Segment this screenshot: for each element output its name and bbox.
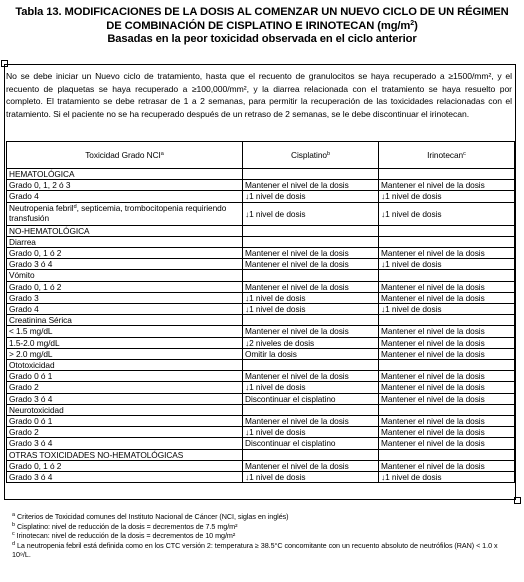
irinotecan-cell: Mantener el nivel de la dosis xyxy=(379,460,515,471)
row-label xyxy=(7,202,243,225)
row-label: Grado 0 ó 1 xyxy=(7,416,243,427)
irinotecan-cell: Mantener el nivel de la dosis xyxy=(379,326,515,337)
header-irinotecan xyxy=(379,142,515,169)
row-label: > 2.0 mg/dL xyxy=(7,348,243,359)
irinotecan-cell: Mantener el nivel de la dosis xyxy=(379,393,515,404)
table-row xyxy=(7,449,515,460)
cisplatin-cell: ↓2 niveles de dosis xyxy=(243,337,379,348)
row-label: HEMATOLÓGICA xyxy=(7,169,243,180)
table-row xyxy=(7,371,515,382)
table-row xyxy=(7,292,515,303)
irinotecan-cell: ↓1 nivel de dosis xyxy=(379,191,515,202)
row-label: NO-HEMATOLÓGICA xyxy=(7,225,243,236)
irinotecan-cell: Mantener el nivel de la dosis xyxy=(379,348,515,359)
table-row xyxy=(7,304,515,315)
row-label: Neurotoxicidad xyxy=(7,404,243,415)
cisplatin-cell xyxy=(243,404,379,415)
header-irinotecan-sup: c xyxy=(463,150,466,157)
row-label: Ototoxicidad xyxy=(7,360,243,371)
row-label: Grado 0, 1 ó 2 xyxy=(7,281,243,292)
table-row xyxy=(7,382,515,393)
table-row xyxy=(7,348,515,359)
irinotecan-cell: ↓1 nivel de dosis xyxy=(379,259,515,270)
table-row xyxy=(7,236,515,247)
irinotecan-cell: ↓1 nivel de dosis xyxy=(379,472,515,483)
footnote xyxy=(12,522,517,532)
cisplatin-cell xyxy=(243,236,379,247)
cisplatin-cell xyxy=(243,169,379,180)
footnotes xyxy=(12,512,517,560)
title-line-2-superscript: 2 xyxy=(410,19,415,27)
header-irinotecan-label: Irinotecan xyxy=(427,149,464,160)
cisplatin-cell: Discontinuar el cisplatino xyxy=(243,393,379,404)
row-label: Grado 0, 1 ó 2 xyxy=(7,460,243,471)
table-row xyxy=(7,404,515,415)
row-label: Grado 0 ó 1 xyxy=(7,371,243,382)
cisplatin-cell: Mantener el nivel de la dosis xyxy=(243,460,379,471)
row-label: Grado 2 xyxy=(7,382,243,393)
cisplatin-cell xyxy=(243,270,379,281)
cisplatin-cell: ↓1 nivel de dosis xyxy=(243,292,379,303)
table-row xyxy=(7,360,515,371)
cisplatin-cell: Discontinuar el cisplatino xyxy=(243,438,379,449)
table-row xyxy=(7,315,515,326)
irinotecan-cell: Mantener el nivel de la dosis xyxy=(379,337,515,348)
table-row xyxy=(7,326,515,337)
title-line-1: Tabla 13. MODIFICACIONES DE LA DOSIS AL COMENZAR UN NUEVO CICLO DE UN RÉGIMEN xyxy=(15,6,509,18)
cisplatin-cell: Mantener el nivel de la dosis xyxy=(243,281,379,292)
irinotecan-cell: Mantener el nivel de la dosis xyxy=(379,438,515,449)
title-line-2-close: ) xyxy=(414,19,418,32)
title-line-2 xyxy=(0,20,524,34)
row-label: Grado 2 xyxy=(7,427,243,438)
cisplatin-cell: Mantener el nivel de la dosis xyxy=(243,180,379,191)
cisplatin-cell: Omitir la dosis xyxy=(243,348,379,359)
irinotecan-cell xyxy=(379,169,515,180)
row-label: Grado 3 ó 4 xyxy=(7,438,243,449)
footnote-mark: b xyxy=(12,521,16,528)
irinotecan-cell: Mantener el nivel de la dosis xyxy=(379,180,515,191)
irinotecan-cell: Mantener el nivel de la dosis xyxy=(379,371,515,382)
irinotecan-cell: Mantener el nivel de la dosis xyxy=(379,281,515,292)
footnote xyxy=(12,541,517,560)
header-toxicity-label: Toxicidad Grado NCI xyxy=(85,149,161,160)
row-label: Grado 3 ó 4 xyxy=(7,472,243,483)
header-toxicity xyxy=(7,142,243,169)
cisplatin-cell: ↓1 nivel de dosis xyxy=(243,472,379,483)
irinotecan-cell xyxy=(379,270,515,281)
row-label: Grado 3 xyxy=(7,292,243,303)
footnote-mark: a xyxy=(12,512,16,518)
title-line-3: Basadas en la peor toxicidad observada en el ciclo anterior xyxy=(107,33,417,45)
cisplatin-cell: ↓1 nivel de dosis xyxy=(243,202,379,225)
table-title xyxy=(0,6,524,47)
irinotecan-cell: Mantener el nivel de la dosis xyxy=(379,416,515,427)
row-label: Grado 4 xyxy=(7,191,243,202)
table-row xyxy=(7,180,515,191)
row-label: OTRAS TOXICIDADES NO-HEMATOLÓGICAS xyxy=(7,449,243,460)
row-label: < 1.5 mg/dL xyxy=(7,326,243,337)
cisplatin-cell: ↓1 nivel de dosis xyxy=(243,427,379,438)
row-label: Grado 0, 1 ó 2 xyxy=(7,248,243,259)
irinotecan-cell: Mantener el nivel de la dosis xyxy=(379,382,515,393)
table-row xyxy=(7,191,515,202)
cisplatin-cell: Mantener el nivel de la dosis xyxy=(243,259,379,270)
irinotecan-cell: Mantener el nivel de la dosis xyxy=(379,292,515,303)
table-row xyxy=(7,337,515,348)
cisplatin-cell xyxy=(243,360,379,371)
footnote-mark: c xyxy=(12,531,15,537)
row-label: Grado 0, 1, 2 ó 3 xyxy=(7,180,243,191)
row-label: Grado 3 ó 4 xyxy=(7,393,243,404)
table-row xyxy=(7,248,515,259)
header-cisplatin-sup: b xyxy=(326,150,330,157)
table-row xyxy=(7,438,515,449)
irinotecan-cell: ↓1 nivel de dosis xyxy=(379,202,515,225)
row-label-rest: , septicemia, trombocitopenia requiriendo transfusión xyxy=(9,202,227,223)
cisplatin-cell: Mantener el nivel de la dosis xyxy=(243,371,379,382)
irinotecan-cell xyxy=(379,236,515,247)
row-label: Vómito xyxy=(7,270,243,281)
header-cisplatin-label: Cisplatino xyxy=(291,149,327,160)
row-label: Creatinina Sérica xyxy=(7,315,243,326)
row-label: 1.5-2.0 mg/dL xyxy=(7,337,243,348)
irinotecan-cell: Mantener el nivel de la dosis xyxy=(379,427,515,438)
irinotecan-cell xyxy=(379,404,515,415)
row-label: Grado 4 xyxy=(7,304,243,315)
irinotecan-cell xyxy=(379,360,515,371)
footnote xyxy=(12,531,517,541)
header-cisplatin xyxy=(243,142,379,169)
cisplatin-cell: ↓1 nivel de dosis xyxy=(243,382,379,393)
cisplatin-cell: ↓1 nivel de dosis xyxy=(243,191,379,202)
cisplatin-cell: ↓1 nivel de dosis xyxy=(243,304,379,315)
title-line-2-text: DE COMBINACIÓN DE CISPLATINO E IRINOTECAN (mg/m xyxy=(106,19,411,32)
table-row xyxy=(7,393,515,404)
row-label: Grado 3 ó 4 xyxy=(7,259,243,270)
table-row xyxy=(7,427,515,438)
header-toxicity-sup: a xyxy=(160,150,164,157)
cisplatin-cell xyxy=(243,225,379,236)
table-row xyxy=(7,259,515,270)
table-row xyxy=(7,472,515,483)
cisplatin-cell: Mantener el nivel de la dosis xyxy=(243,248,379,259)
table-row xyxy=(7,460,515,471)
treatment-note: No se debe iniciar un Nuevo ciclo de tratamiento, hasta que el recuento de granulocitos se haya recuperado a ≥1500/mm², y el recuento de plaquetas se haya recuperado a ≥100,000/mm², y la diarrea relacionada con el tratamiento se haya resuelto por completo. El tratamiento se debe retrasar de 1 a 2 semanas, para permitir la recuperación de las toxicidades relacionadas con el tratamiento. Si el paciente no se ha recuperado después de un retraso de 2 semanas, se le debe discontinuar el irinotecan. xyxy=(6,71,512,119)
table-row xyxy=(7,202,515,225)
footnote-mark: d xyxy=(12,540,16,547)
table-row xyxy=(7,416,515,427)
irinotecan-cell: ↓1 nivel de dosis xyxy=(379,304,515,315)
footnote-text: Criterios de Toxicidad comunes del Instituto Nacional de Cáncer (NCI, siglas en inglés) xyxy=(15,512,289,521)
cisplatin-cell: Mantener el nivel de la dosis xyxy=(243,416,379,427)
row-label: Diarrea xyxy=(7,236,243,247)
footnote xyxy=(12,512,517,522)
row-label-text: Neutropenia febril xyxy=(9,202,74,213)
table-header-row xyxy=(7,142,515,169)
table-row xyxy=(7,169,515,180)
footnote-text: Cisplatino: nivel de reducción de la dosis = decrementos de 7.5 mg/m² xyxy=(15,521,238,531)
irinotecan-cell xyxy=(379,315,515,326)
cisplatin-cell: Mantener el nivel de la dosis xyxy=(243,326,379,337)
irinotecan-cell xyxy=(379,449,515,460)
cisplatin-cell xyxy=(243,449,379,460)
footnote-text: Irinotecan: nivel de reducción de la dosis = decrementos de 10 mg/m² xyxy=(14,531,236,540)
cisplatin-cell xyxy=(243,315,379,326)
table-row xyxy=(7,225,515,236)
dose-modification-table xyxy=(6,141,515,483)
irinotecan-cell xyxy=(379,225,515,236)
footnote-text: La neutropenia febril está definida como en los CTC versión 2: temperatura ≥ 38.5°C concomitante con un recuento absoluto de neutrófilos (RAN) < 1.0 x 10⁹/L. xyxy=(12,540,498,559)
irinotecan-cell: Mantener el nivel de la dosis xyxy=(379,248,515,259)
table-row xyxy=(7,281,515,292)
table-row xyxy=(7,270,515,281)
row-label-sup: d xyxy=(73,203,77,210)
